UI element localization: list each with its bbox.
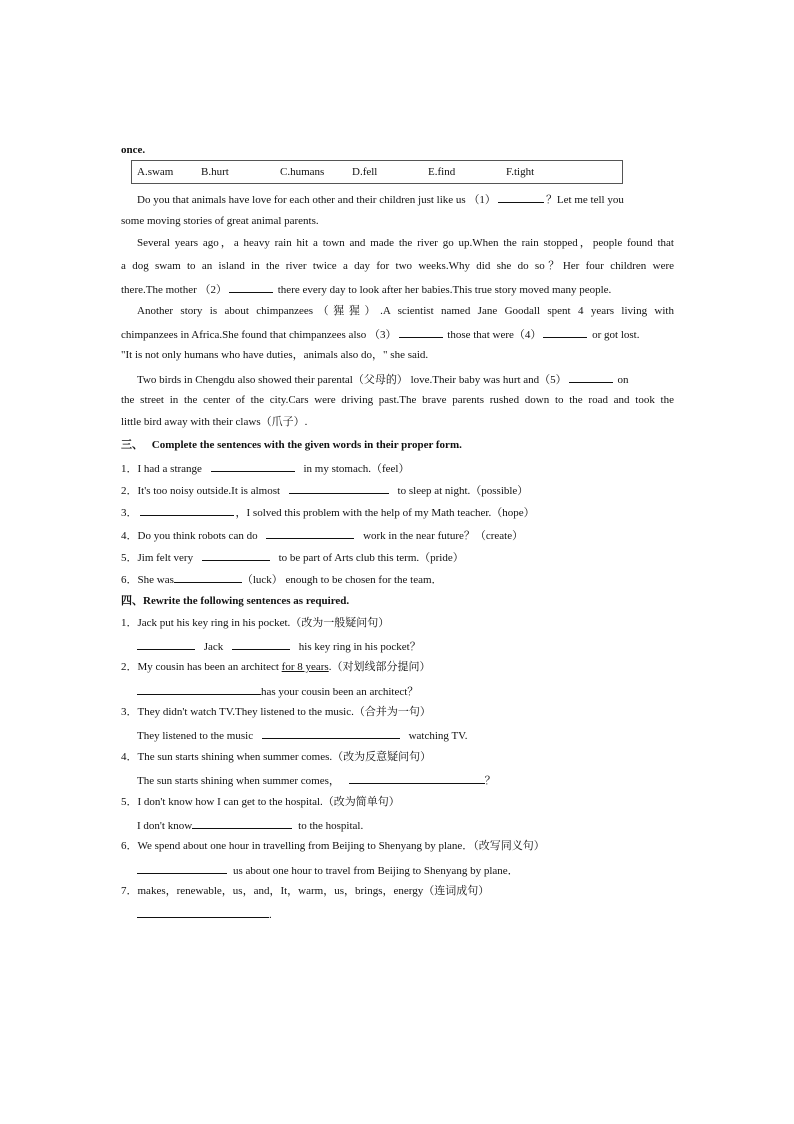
option-b: B.hurt [201, 166, 229, 178]
blank-1[interactable] [498, 191, 544, 203]
exercise-item: 6．We spend about one hour in travelling from Beijing to Shenyang by plane．（改写同义句） [121, 840, 545, 852]
exercise-item: 1．I had a strange in my stomach.（feel） [121, 460, 409, 476]
top-word: once. [121, 144, 146, 156]
answer-line: The sun starts shining when summer comes， ？ [137, 772, 496, 788]
answer-line: I don't know to the hospital. [137, 817, 363, 833]
answer-blank[interactable] [289, 482, 389, 494]
exercise-item: 3． ，I solved this problem with the help of my Math teacher.（hope） [121, 504, 535, 520]
passage-line: there.The mother （2） there every day to look after her babies.This true story moved many people. [121, 281, 611, 297]
option-d: D.fell [352, 166, 378, 178]
answer-blank[interactable] [266, 527, 354, 539]
exercise-item: 2．My cousin has been an architect for 8 years.（对划线部分提问） [121, 661, 431, 673]
answer-blank[interactable] [202, 549, 270, 561]
option-e: E.find [428, 166, 456, 178]
answer-line: Jack his key ring in his pocket？ [137, 638, 421, 654]
answer-line: They listened to the music watching TV. [137, 727, 467, 743]
blank-2[interactable] [229, 281, 273, 293]
blank-4[interactable] [543, 326, 587, 338]
passage-line: the street in the center of the city.Cars were driving past.The brave parents rushed down to the road and took the [121, 394, 674, 406]
exercise-item: 3．They didn't watch TV.They listened to the music.（合并为一句） [121, 706, 431, 718]
answer-blank[interactable] [262, 727, 400, 739]
passage-line: "It is not only humans who have duties，animals also do，" she said. [121, 349, 429, 361]
exercise-item: 4．Do you think robots can do work in the near future？（create） [121, 527, 523, 543]
answer-blank[interactable] [232, 638, 290, 650]
option-f: F.tight [506, 166, 535, 178]
passage-line: Two birds in Chengdu also showed their parental（父母的） love.Their baby was hurt and（5） on [137, 371, 628, 387]
exercise-item: 1．Jack put his key ring in his pocket.（改为一般疑问句） [121, 617, 390, 629]
answer-blank[interactable] [137, 683, 261, 695]
underlined-phrase: for 8 years [281, 661, 329, 673]
passage-line: Do you that animals have love for each other and their children just like us （1） ？Let me tell you [137, 191, 624, 207]
blank-3[interactable] [399, 326, 443, 338]
exercise-item: 5．Jim felt very to be part of Arts club this term.（pride） [121, 549, 464, 565]
passage-line: a dog swam to an island in the river twice a day for two weeks.Why did she do so？Her four children were [121, 260, 674, 272]
passage-line: Several years ago，a heavy rain hit a town and made the river go up.When the rain stopped，people found that [137, 237, 674, 249]
answer-blank[interactable] [192, 817, 292, 829]
option-a: A.swam [137, 166, 174, 178]
answer-blank[interactable] [137, 862, 227, 874]
exercise-item: 7．makes，renewable，us，and，It，warm，us，brings，energy（连词成句） [121, 885, 490, 897]
exercise-item: 4．The sun starts shining when summer comes.（改为反意疑问句） [121, 751, 432, 763]
answer-blank[interactable] [349, 772, 485, 784]
exercise-item: 6．She was （luck） enough to be chosen for the team． [121, 571, 443, 587]
passage-line: chimpanzees in Africa.She found that chimpanzees also （3） those that were（4） or got lost. [121, 326, 640, 342]
word-options-box [131, 160, 623, 184]
passage-line: Another story is about chimpanzees（猩猩）.A scientist named Jane Goodall spent 4 years living with [137, 305, 674, 317]
answer-blank[interactable] [174, 571, 242, 583]
passage-line: little bird away with their claws（爪子）. [121, 416, 308, 428]
passage-line: some moving stories of great animal parents. [121, 215, 319, 227]
answer-blank[interactable] [140, 504, 234, 516]
answer-blank[interactable] [137, 638, 195, 650]
exercise-item: 5．I don't know how I can get to the hospital.（改为简单句） [121, 796, 400, 808]
answer-line: has your cousin been an architect？ [137, 683, 418, 699]
section-3-heading: 三、 Complete the sentences with the given words in their proper form. [121, 439, 462, 451]
answer-line: . [137, 906, 272, 922]
option-c: C.humans [280, 166, 325, 178]
blank-5[interactable] [569, 371, 613, 383]
section-4-heading: 四、Rewrite the following sentences as required. [121, 595, 350, 607]
answer-blank[interactable] [137, 906, 269, 918]
exercise-item: 2．It's too noisy outside.It is almost to sleep at night.（possible） [121, 482, 528, 498]
answer-line: us about one hour to travel from Beijing to Shenyang by plane． [137, 862, 519, 878]
answer-blank[interactable] [211, 460, 295, 472]
